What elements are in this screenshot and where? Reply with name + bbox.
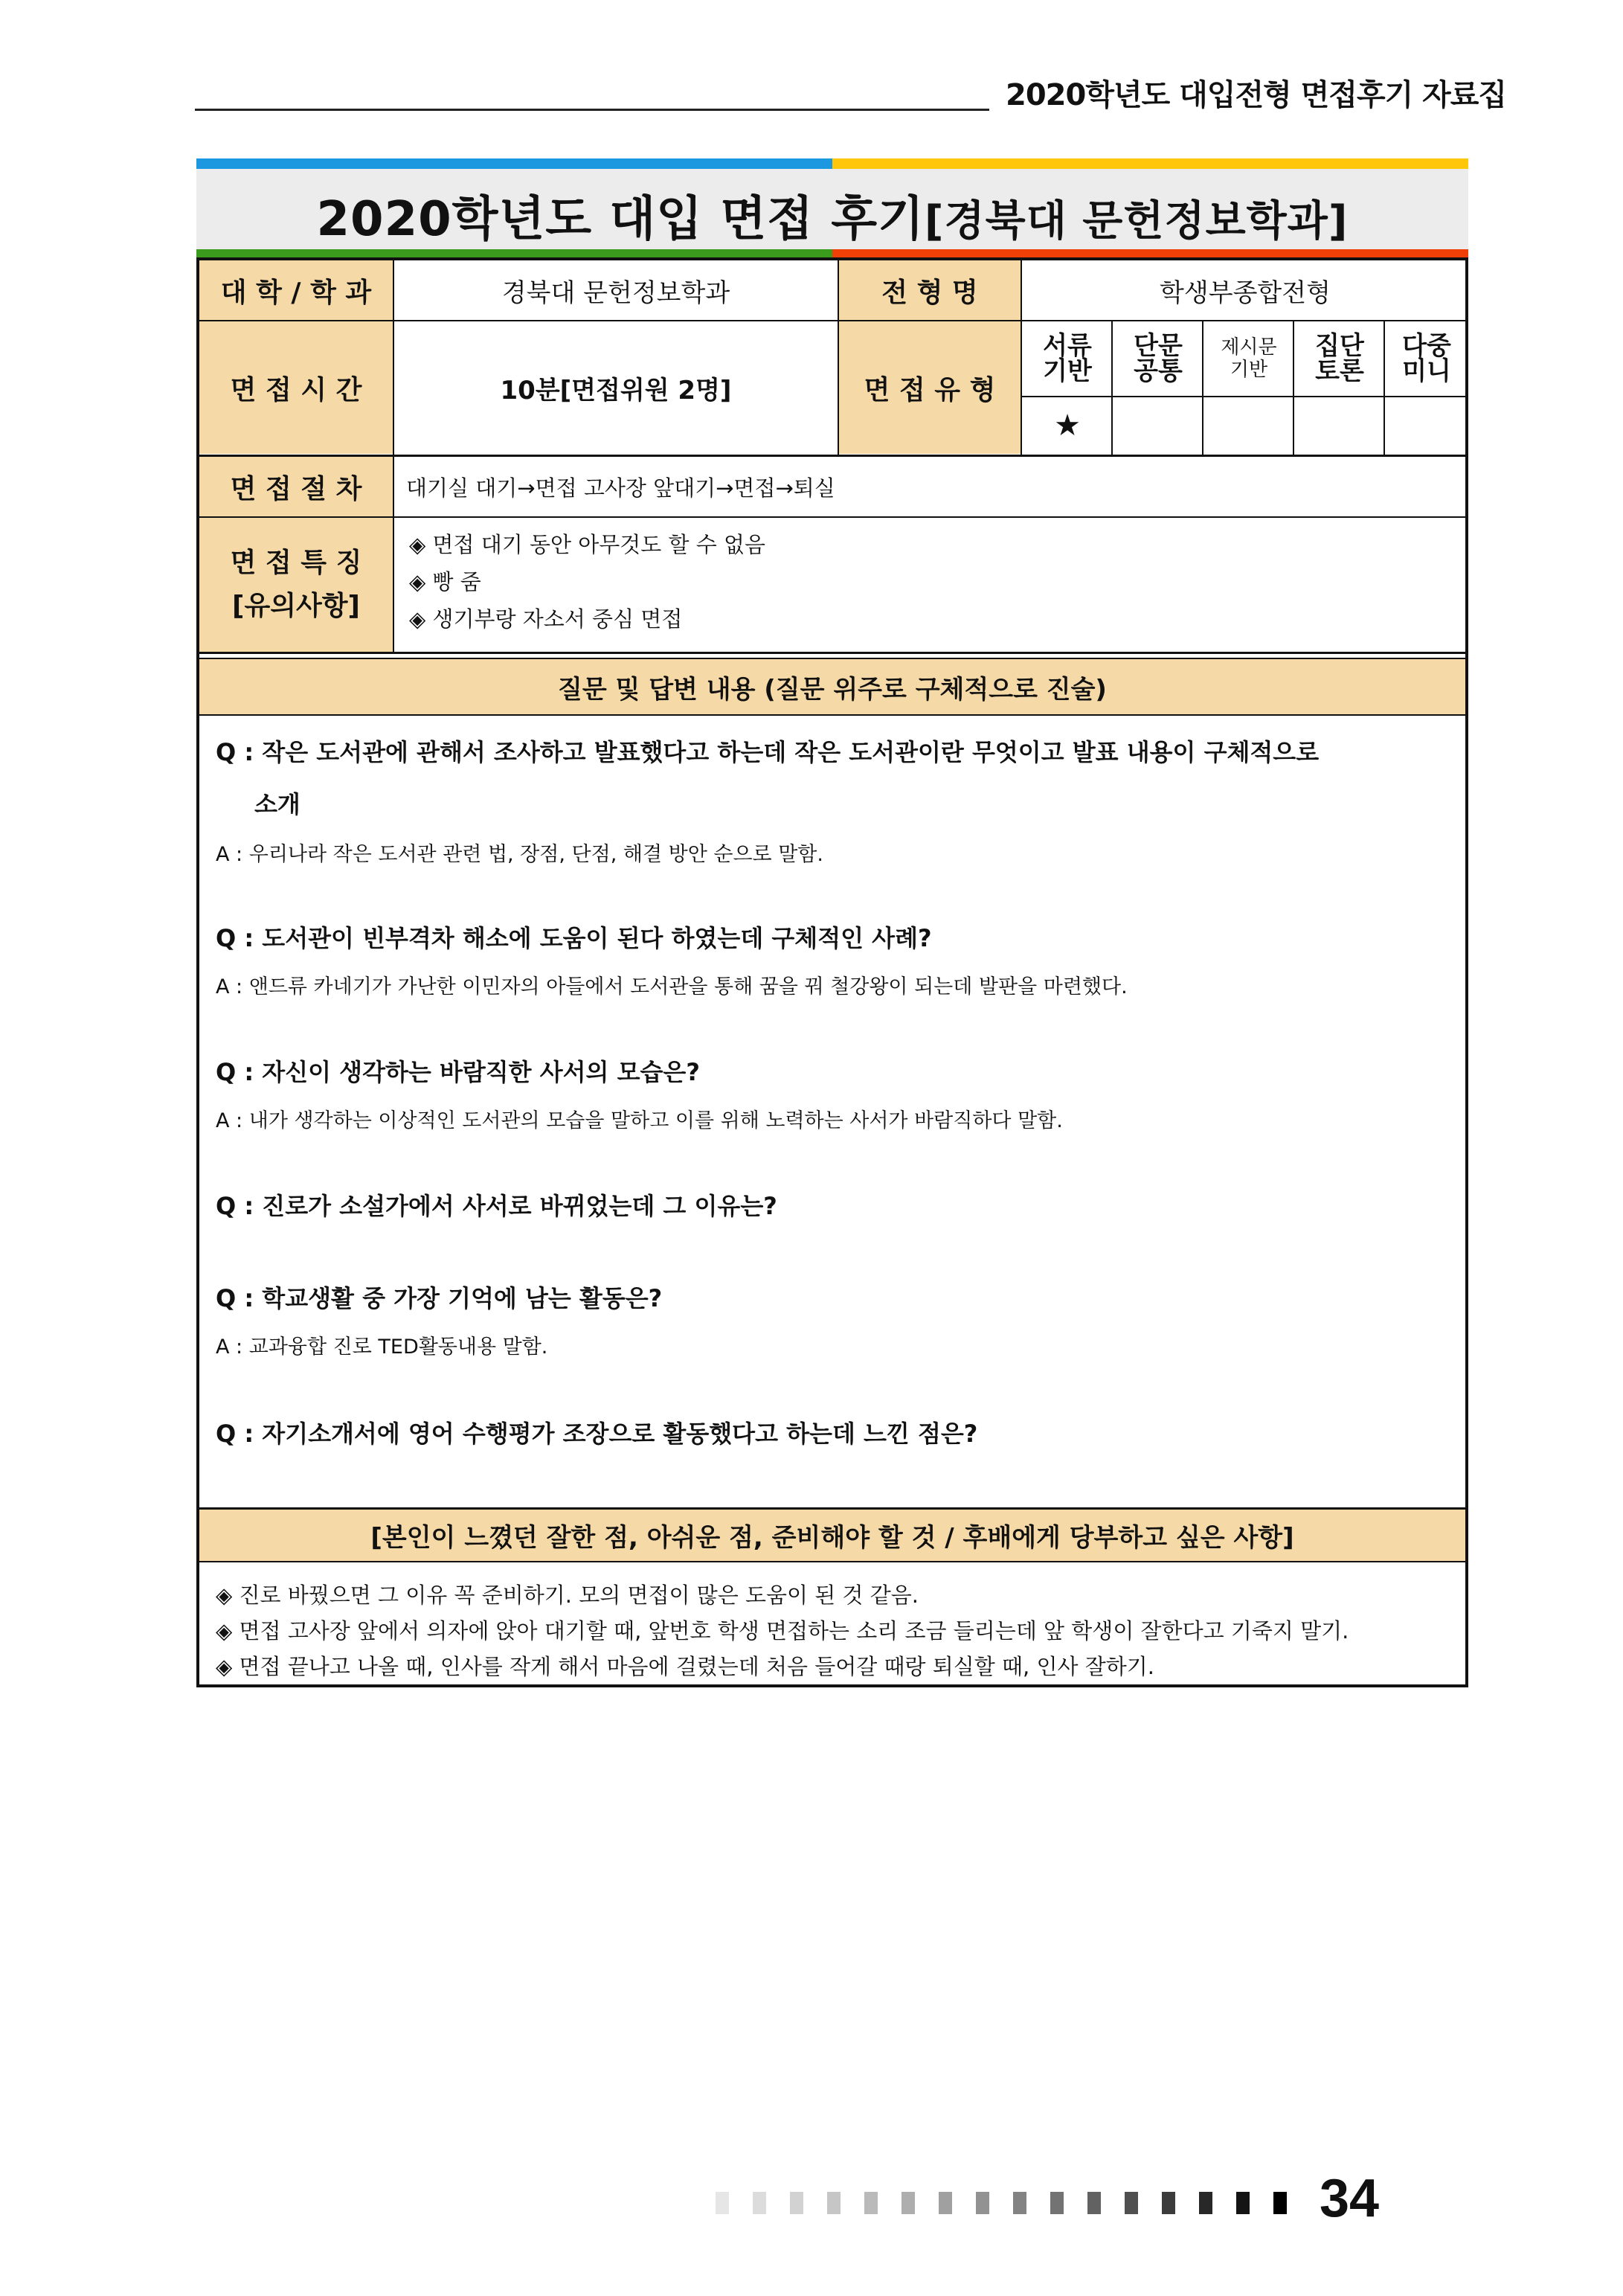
advice-list bbox=[199, 1564, 1465, 1687]
grid-line bbox=[199, 1507, 1465, 1510]
qa-list bbox=[199, 717, 1465, 1509]
footer-square bbox=[1087, 2192, 1101, 2214]
time-label: 면 접 시 간 bbox=[199, 321, 393, 454]
grid-line bbox=[1293, 321, 1294, 455]
footer-square bbox=[827, 2192, 841, 2214]
qa-section-title: 질문 및 답변 내용 (질문 위주로 구체적으로 진술) bbox=[199, 659, 1465, 714]
feature-item: ◈ 면접 대기 동안 아무것도 할 수 없음 bbox=[409, 532, 766, 557]
grid-line bbox=[199, 320, 1465, 321]
footer-square bbox=[864, 2192, 878, 2214]
running-header-title: 2020학년도 대입전형 면접후기 자료집 bbox=[1006, 78, 1507, 112]
track-label: 전 형 명 bbox=[839, 260, 1021, 320]
grid-line bbox=[1111, 321, 1113, 455]
footer-square bbox=[716, 2192, 729, 2214]
footer-square bbox=[902, 2192, 915, 2214]
grid-line bbox=[199, 652, 1465, 654]
header-rule bbox=[195, 109, 989, 111]
grid-line bbox=[838, 260, 839, 455]
grid-line bbox=[1021, 260, 1022, 455]
banner-bar-blue bbox=[196, 158, 832, 169]
track-value: 학생부종합전형 bbox=[1160, 278, 1331, 308]
feature-item: ◈ 생기부랑 자소서 중심 면접 bbox=[409, 606, 683, 632]
title-banner bbox=[196, 158, 1468, 260]
univ-value: 경북대 문헌정보학과 bbox=[501, 278, 730, 308]
grid-line bbox=[199, 455, 1465, 457]
question-1: Q : 작은 도서관에 관해서 조사하고 발표했다고 하는데 작은 도서관이란 무엇이고 발표 내용이 구체적으로 bbox=[216, 738, 1320, 766]
footer-square bbox=[1199, 2192, 1212, 2214]
interview-type-label: 면 접 유 형 bbox=[839, 321, 1021, 454]
answer-1: A : 우리나라 작은 도서관 관련 법, 장점, 단점, 해결 방안 순으로 말함. bbox=[216, 843, 823, 866]
type-passage-based: 제시문 기반 bbox=[1221, 336, 1277, 381]
footer-square bbox=[1050, 2192, 1064, 2214]
answer-3: A : 내가 생각하는 이상적인 도서관의 모습을 말하고 이를 위해 노력하는 사서가 바람직하다 말함. bbox=[216, 1109, 1063, 1132]
type-mark-document: ★ bbox=[1054, 408, 1081, 443]
advice-item: ◈ 면접 끝나고 나올 때, 인사를 작게 해서 마음에 걸렸는데 처음 들어갈 때랑 퇴실할 때, 인사 잘하기. bbox=[216, 1654, 1154, 1679]
grid-line bbox=[199, 658, 1465, 659]
footer-square bbox=[753, 2192, 766, 2214]
grid-line bbox=[199, 516, 1465, 518]
grid-line bbox=[393, 260, 394, 652]
procedure-value: 대기실 대기→면접 고사장 앞대기→면접→퇴실 bbox=[406, 475, 835, 501]
type-short-common: 단문 공통 bbox=[1134, 331, 1183, 386]
footer-square bbox=[1162, 2192, 1175, 2214]
procedure-label: 면 접 절 차 bbox=[199, 457, 393, 516]
type-multiple-mini: 다중 미니 bbox=[1402, 331, 1451, 386]
advice-item: ◈ 진로 바꿨으면 그 이유 꼭 준비하기. 모의 면접이 많은 도움이 된 것 같음. bbox=[216, 1582, 919, 1608]
question-5: Q : 학교생활 중 가장 기억에 남는 활동은? bbox=[216, 1284, 663, 1312]
feature-item: ◈ 빵 줌 bbox=[409, 569, 481, 594]
time-value: 10분[면접위원 2명] bbox=[500, 375, 732, 405]
question-6: Q : 자기소개서에 영어 수행평가 조장으로 활동했다고 하는데 느낀 점은? bbox=[216, 1420, 978, 1448]
question-1-cont: 소개 bbox=[254, 790, 301, 818]
answer-5: A : 교과융합 진로 TED활동내용 말함. bbox=[216, 1335, 548, 1359]
type-mark-passage bbox=[1203, 397, 1294, 454]
footer-square bbox=[976, 2192, 989, 2214]
grid-line bbox=[1383, 321, 1385, 455]
univ-label: 대 학 / 학 과 bbox=[199, 260, 393, 320]
features-list bbox=[409, 528, 1465, 647]
footer-square bbox=[1236, 2192, 1250, 2214]
type-mark-short bbox=[1113, 397, 1203, 454]
page-number: 34 bbox=[1320, 2169, 1380, 2228]
type-group-discussion: 집단 토론 bbox=[1315, 331, 1364, 386]
footer-square bbox=[790, 2192, 803, 2214]
answer-2: A : 앤드류 카네기가 가난한 이민자의 아들에서 도서관을 통해 꿈을 꿔 철강왕이 되는데 발판을 마련했다. bbox=[216, 975, 1128, 998]
footer-square bbox=[1273, 2192, 1287, 2214]
question-2: Q : 도서관이 빈부격차 해소에 도움이 된다 하였는데 구체적인 사례? bbox=[216, 924, 932, 952]
type-mark-mini bbox=[1385, 397, 1468, 454]
type-document-based: 서류 기반 bbox=[1043, 331, 1092, 386]
features-label: 면 접 특 징 [유의사항] bbox=[199, 518, 393, 652]
grid-line bbox=[199, 714, 1465, 716]
page-title bbox=[196, 181, 1468, 249]
footer-square bbox=[1013, 2192, 1026, 2214]
footer-square bbox=[939, 2192, 952, 2214]
page-title-sub: [경북대 문헌정보학과] bbox=[924, 197, 1349, 246]
type-mark-group bbox=[1294, 397, 1385, 454]
footer-square bbox=[1125, 2192, 1138, 2214]
question-3: Q : 자신이 생각하는 바람직한 사서의 모습은? bbox=[216, 1058, 700, 1086]
interview-form bbox=[196, 257, 1468, 1687]
advice-item: ◈ 면접 고사장 앞에서 의자에 앉아 대기할 때, 앞번호 학생 면접하는 소리 조금 들리는데 앞 학생이 잘한다고 기죽지 말기. bbox=[216, 1618, 1349, 1644]
page-title-main: 2020학년도 대입 면접 후기 bbox=[316, 192, 925, 247]
banner-bar-yellow bbox=[832, 158, 1468, 169]
grid-line bbox=[1022, 396, 1468, 397]
question-4: Q : 진로가 소설가에서 사서로 바뀌었는데 그 이유는? bbox=[216, 1192, 777, 1220]
grid-line bbox=[1202, 321, 1203, 455]
advice-section-title: [본인이 느꼈던 잘한 점, 아쉬운 점, 준비해야 할 것 / 후배에게 당부하고 싶은 사항] bbox=[199, 1509, 1465, 1561]
grid-line bbox=[199, 1561, 1465, 1562]
